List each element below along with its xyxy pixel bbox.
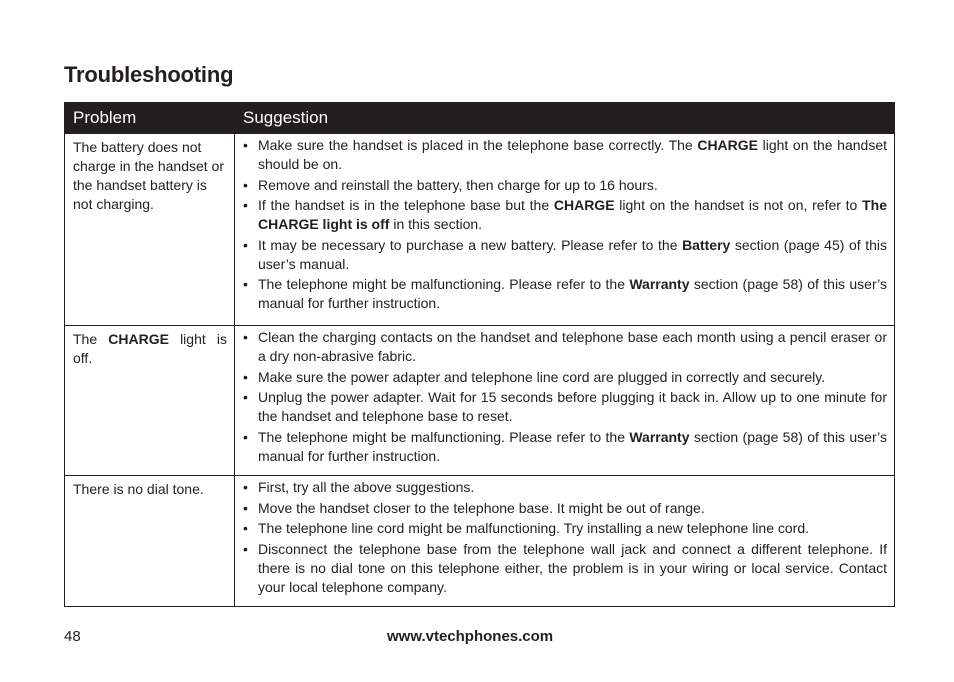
table-row (65, 476, 895, 607)
header-suggestion: Suggestion (235, 103, 895, 134)
text-run: Unplug the power adapter. Wait for 15 seconds before plugging it back in. Allow up to one minute for the handset and telephone base to reset. (258, 389, 887, 424)
bold-term: Battery (682, 236, 731, 253)
suggestion-item (241, 176, 887, 195)
text-run: Clean the charging contacts on the handset and telephone base each month using a pencil eraser or a dry non-abrasive fabric. (258, 329, 887, 364)
text-run: First, try all the above suggestions. (258, 479, 475, 495)
text-run: Disconnect the telephone base from the telephone wall jack and connect a different telephone. If there is no dial tone on this telephone either, the problem is in your wiring or local service. Contact your local telephone company. (258, 540, 887, 595)
suggestion-item (241, 236, 887, 274)
text-run: Remove and reinstall the battery, then charge for up to 16 hours. (258, 176, 658, 193)
text-run: Make sure the power adapter and telephone line cord are plugged in correctly and securely. (258, 368, 826, 385)
table-header-row (65, 103, 895, 134)
text-run: Make sure the handset is placed in the telephone base correctly. The (258, 137, 698, 153)
suggestion-item (241, 368, 887, 387)
text-run: There is no dial tone. (73, 481, 204, 497)
text-run: light is off. (73, 331, 227, 366)
suggestion-item (241, 388, 887, 426)
suggestion-cell (235, 134, 895, 326)
text-run: section (page 45) of this user’s manual. (258, 236, 887, 272)
text-run: section (page 58) of this user’s manual for further instruction. (258, 428, 887, 464)
suggestion-list (241, 136, 887, 313)
suggestion-item (241, 540, 887, 597)
text-run: The telephone might be malfunctioning. Please refer to the (258, 276, 630, 292)
website-url: www.vtechphones.com (387, 628, 554, 645)
bold-term: CHARGE (697, 137, 758, 153)
bold-term: Warranty (629, 428, 690, 445)
bold-term: CHARGE (108, 331, 169, 347)
suggestion-item (241, 136, 887, 174)
table-row (65, 134, 895, 326)
problem-cell (65, 134, 235, 326)
suggestion-item (241, 328, 887, 366)
text-run: light on the handset is not on, refer to (614, 197, 863, 213)
text-run: The (73, 331, 109, 347)
page-number: 48 (64, 628, 81, 645)
text-run: The battery does not charge in the handset or the handset battery is not charging. (73, 139, 224, 212)
suggestion-item (241, 499, 887, 518)
header-problem: Problem (65, 103, 235, 134)
suggestion-list (241, 478, 887, 597)
bold-term: CHARGE (553, 197, 615, 213)
text-run: Move the handset closer to the telephone base. It might be out of range. (258, 499, 705, 516)
suggestion-item (241, 519, 887, 538)
page-title: Troubleshooting (64, 62, 234, 87)
text-run: section (page 58) of this user’s manual for further instruction. (258, 276, 887, 311)
troubleshooting-table (64, 102, 895, 607)
bold-term: Warranty (629, 276, 690, 292)
text-run: The telephone might be malfunctioning. Please refer to the (258, 428, 630, 445)
suggestion-list (241, 328, 887, 466)
suggestion-item (241, 196, 887, 234)
problem-cell (65, 476, 235, 607)
text-run: The telephone line cord might be malfunctioning. Try installing a new telephone line cord. (258, 520, 809, 536)
suggestion-item (241, 478, 887, 497)
text-run: It may be necessary to purchase a new battery. Please refer to the (258, 236, 683, 253)
suggestion-item (241, 275, 887, 313)
table-row (65, 326, 895, 476)
bold-term: The CHARGE light is off (258, 197, 887, 232)
text-run: in this section. (389, 216, 483, 232)
suggestion-item (241, 428, 887, 466)
problem-cell (65, 326, 235, 476)
suggestion-cell (235, 476, 895, 607)
suggestion-cell (235, 326, 895, 476)
text-run: If the handset is in the telephone base but the (258, 197, 554, 213)
text-run: light on the handset should be on. (258, 137, 887, 172)
